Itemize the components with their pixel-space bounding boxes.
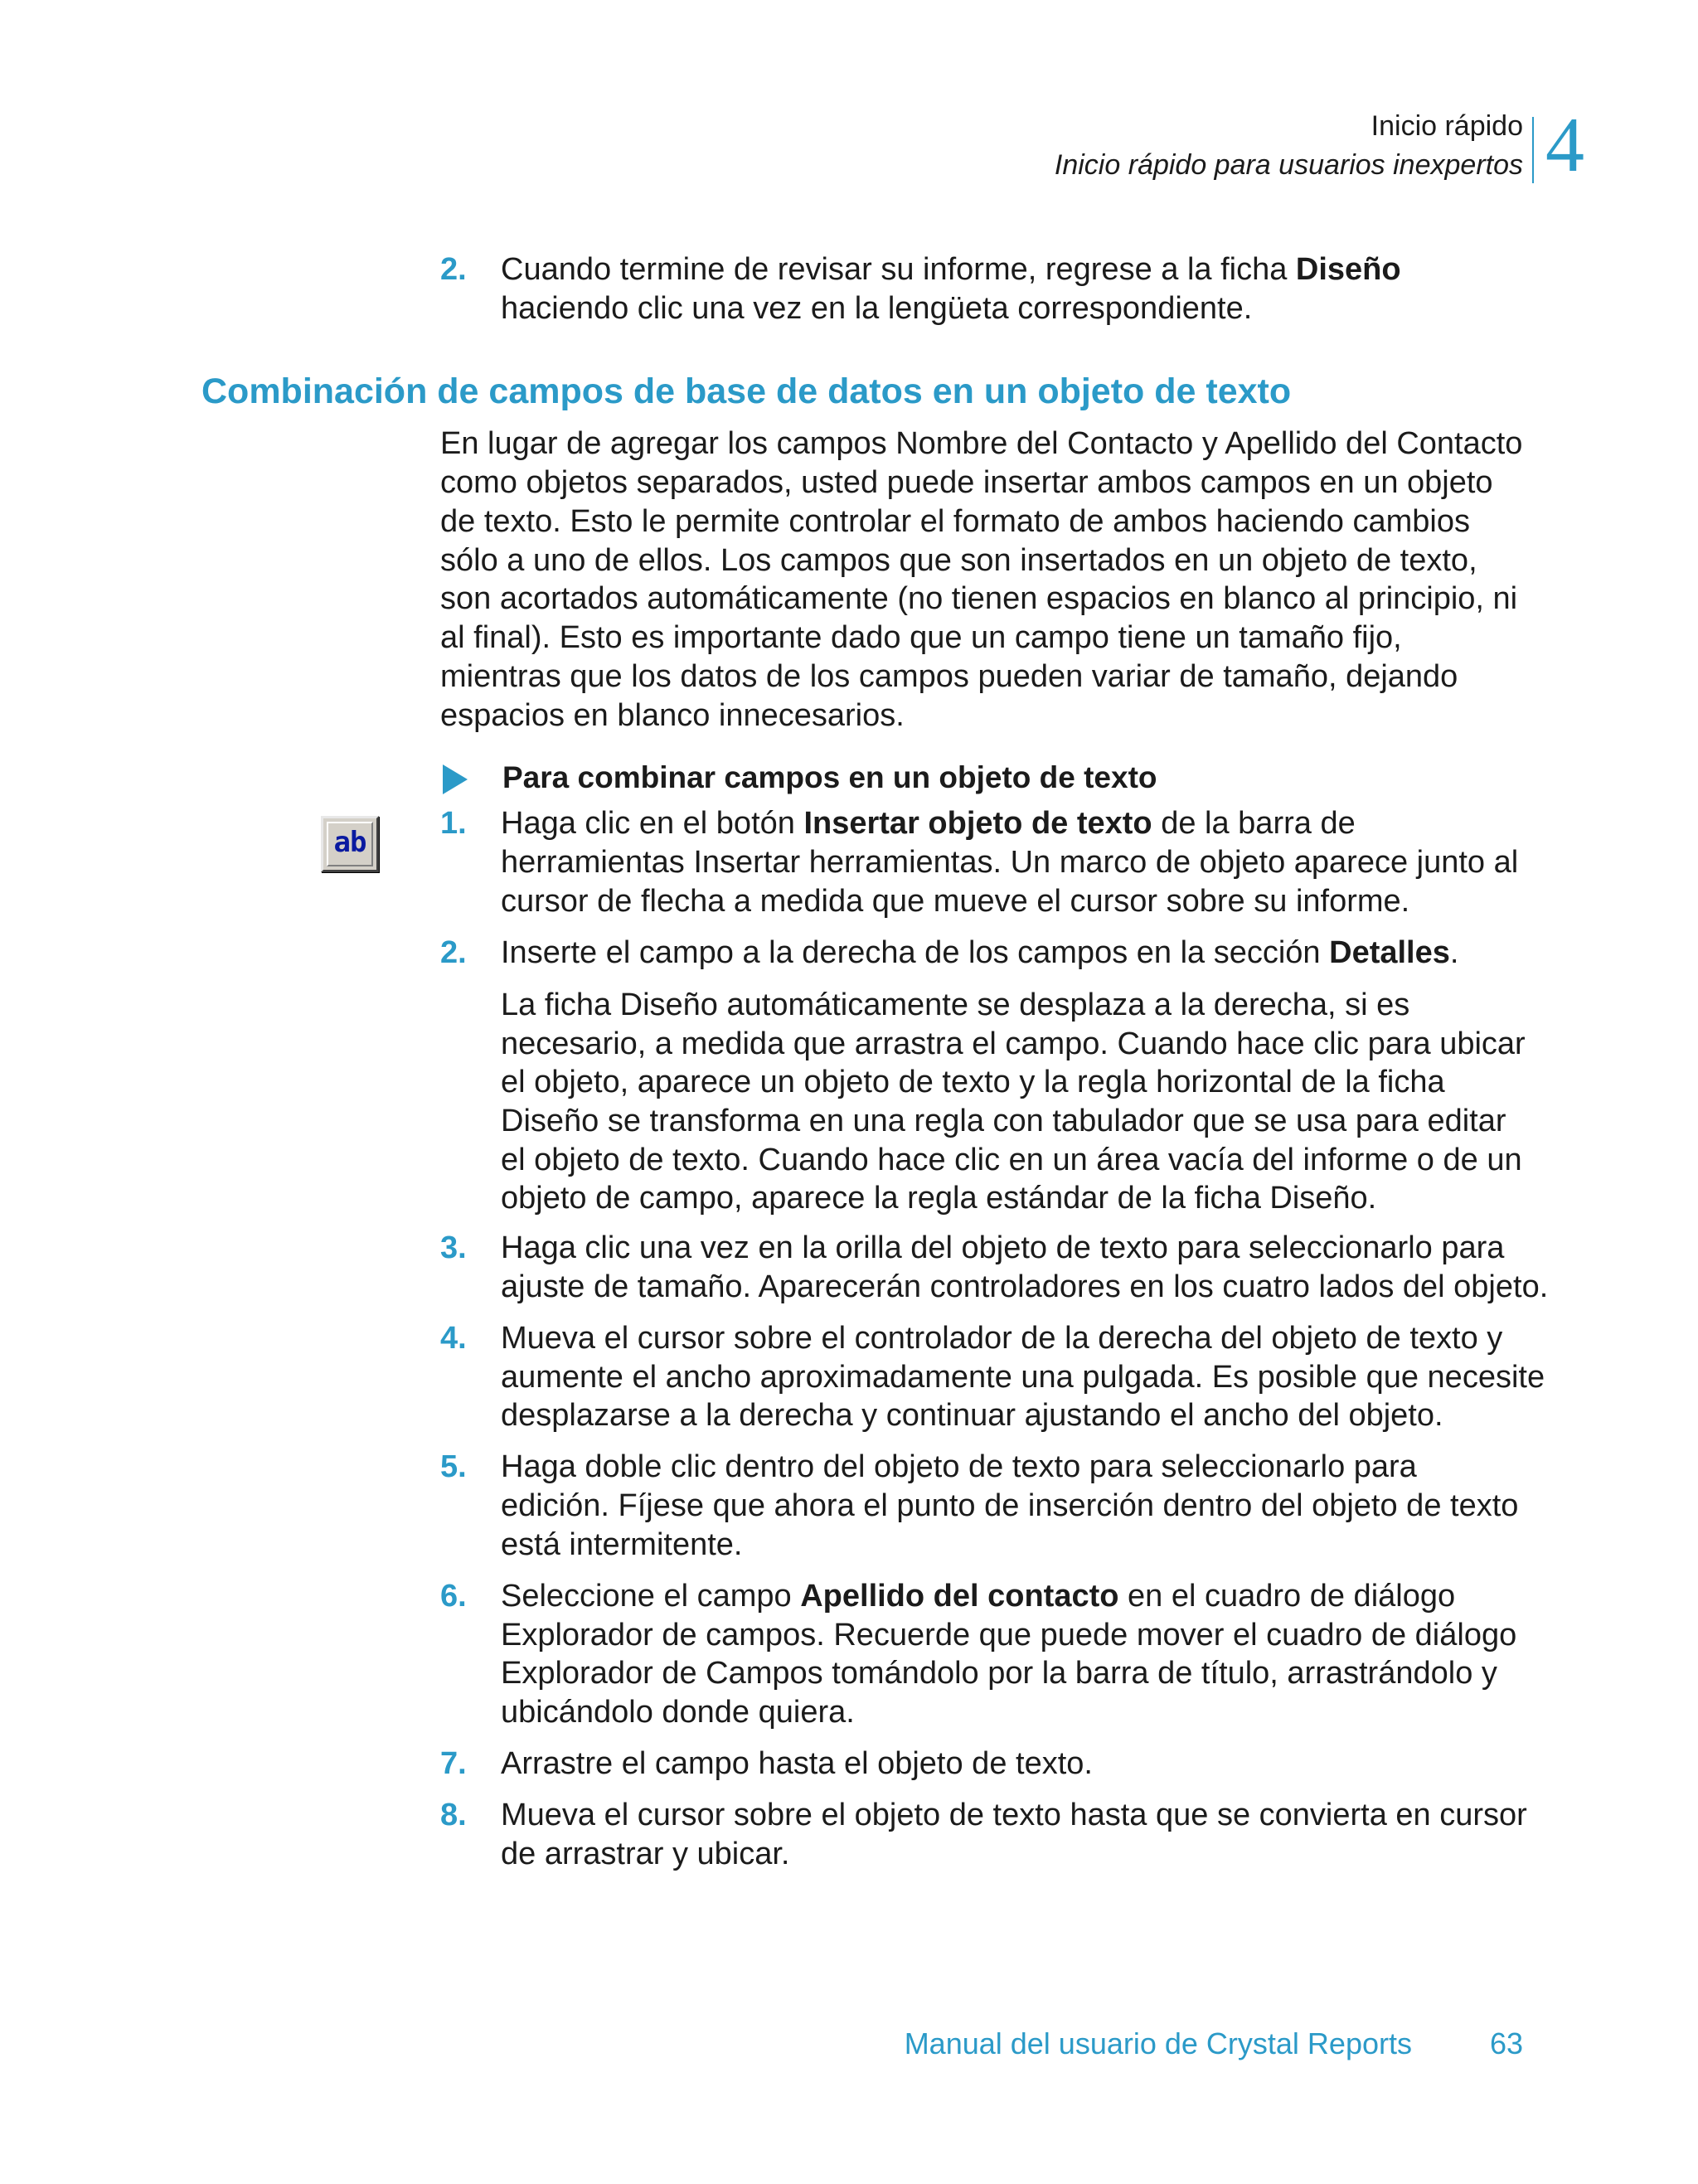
step-text-line: edición. Fíjese que ahora el punto de inserción dentro del objeto de texto [501,1488,1519,1523]
step-text: Inserte el campo a la derecha de los campos en la sección Detalles. [501,935,1459,970]
paragraph-line: sólo a uno de ellos. Los campos que son insertados en un objeto de texto, [440,543,1477,578]
paragraph-line: espacios en blanco innecesarios. [440,698,905,733]
step-number: 5. [440,1449,467,1484]
step-text: Seleccione el campo Apellido del contacto en el cuadro de diálogo [501,1579,1456,1614]
running-header-chapter: Inicio rápido [1371,110,1523,142]
running-header-section: Inicio rápido para usuarios inexpertos [1054,149,1523,181]
procedure-arrow-icon [443,764,468,794]
paragraph-line: al final). Esto es importante dado que un campo tiene un tamaño fijo, [440,620,1402,655]
step-number: 1. [440,806,467,841]
step-text-line: ubicándolo donde quiera. [501,1695,855,1730]
step-note-line: el objeto de texto. Cuando hace clic en un área vacía del informe o de un [501,1143,1522,1177]
step-text: Haga clic en el botón Insertar objeto de texto de la barra de [501,806,1356,841]
paragraph-line: de texto. Esto le permite controlar el formato de ambos haciendo cambios [440,504,1470,539]
step-number: 4. [440,1321,467,1356]
step-text-line: herramientas Insertar herramientas. Un marco de objeto aparece junto al [501,845,1519,880]
icon-label: ab [333,826,366,859]
step-text-line: ajuste de tamaño. Aparecerán controladores en los cuatro lados del objeto. [501,1269,1549,1304]
step-text-line: cursor de flecha a medida que mueve el cursor sobre su informe. [501,884,1410,919]
step-number: 2. [440,252,467,287]
paragraph-line: mientras que los datos de los campos pueden variar de tamaño, dejando [440,659,1458,694]
step-note-line: La ficha Diseño automáticamente se desplaza a la derecha, si es [501,988,1410,1022]
footer-page-number: 63 [1489,2026,1523,2060]
procedure-heading: Para combinar campos en un objeto de texto [502,760,1157,794]
step-text-line: desplazarse a la derecha y continuar ajustando el ancho del objeto. [501,1398,1443,1433]
step-text-line: Explorador de Campos tomándolo por la barra de título, arrastrándolo y [501,1656,1497,1691]
chapter-number: 4 [1545,102,1584,188]
step-number: 2. [440,935,467,970]
step-text: Cuando termine de revisar su informe, regrese a la ficha Diseño [501,252,1401,287]
insert-text-object-icon [321,816,379,872]
step-text-line: Haga doble clic dentro del objeto de texto para seleccionarlo para [501,1449,1417,1484]
step-text-line: Explorador de campos. Recuerde que puede mover el cuadro de diálogo [501,1618,1517,1653]
step-text-line: haciendo clic una vez en la lengüeta correspondiente. [501,291,1253,326]
step-note-line: objeto de campo, aparece la regla estándar de la ficha Diseño. [501,1181,1377,1216]
step-text-line: aumente el ancho aproximadamente una pulgada. Es posible que necesite [501,1360,1545,1395]
section-heading: Combinación de campos de base de datos en un objeto de texto [201,371,1292,411]
step-text-line: Haga clic una vez en la orilla del objeto de texto para seleccionarlo para [501,1230,1505,1265]
step-number: 7. [440,1746,467,1781]
step-text-line: Arrastre el campo hasta el objeto de texto. [501,1746,1093,1781]
footer-manual-title: Manual del usuario de Crystal Reports [904,2026,1412,2060]
step-number: 3. [440,1230,467,1265]
step-text-line: de arrastrar y ubicar. [501,1837,790,1871]
step-note-line: necesario, a medida que arrastra el campo. Cuando hace clic para ubicar [501,1026,1526,1061]
step-text-line: Mueva el cursor sobre el objeto de texto hasta que se convierta en cursor [501,1798,1527,1832]
step-text-line: está intermitente. [501,1527,743,1562]
step-text-line: Mueva el cursor sobre el controlador de la derecha del objeto de texto y [501,1321,1503,1356]
paragraph-line: En lugar de agregar los campos Nombre del Contacto y Apellido del Contacto [440,426,1523,461]
paragraph-line: son acortados automáticamente (no tienen espacios en blanco al principio, ni [440,581,1518,616]
step-number: 6. [440,1579,467,1614]
step-note-line: Diseño se transforma en una regla con tabulador que se usa para editar [501,1104,1506,1138]
step-number: 8. [440,1798,467,1832]
paragraph-line: como objetos separados, usted puede insertar ambos campos en un objeto [440,465,1493,500]
header-divider [1532,117,1534,183]
step-note-line: el objeto, aparece un objeto de texto y la regla horizontal de la ficha [501,1065,1445,1099]
